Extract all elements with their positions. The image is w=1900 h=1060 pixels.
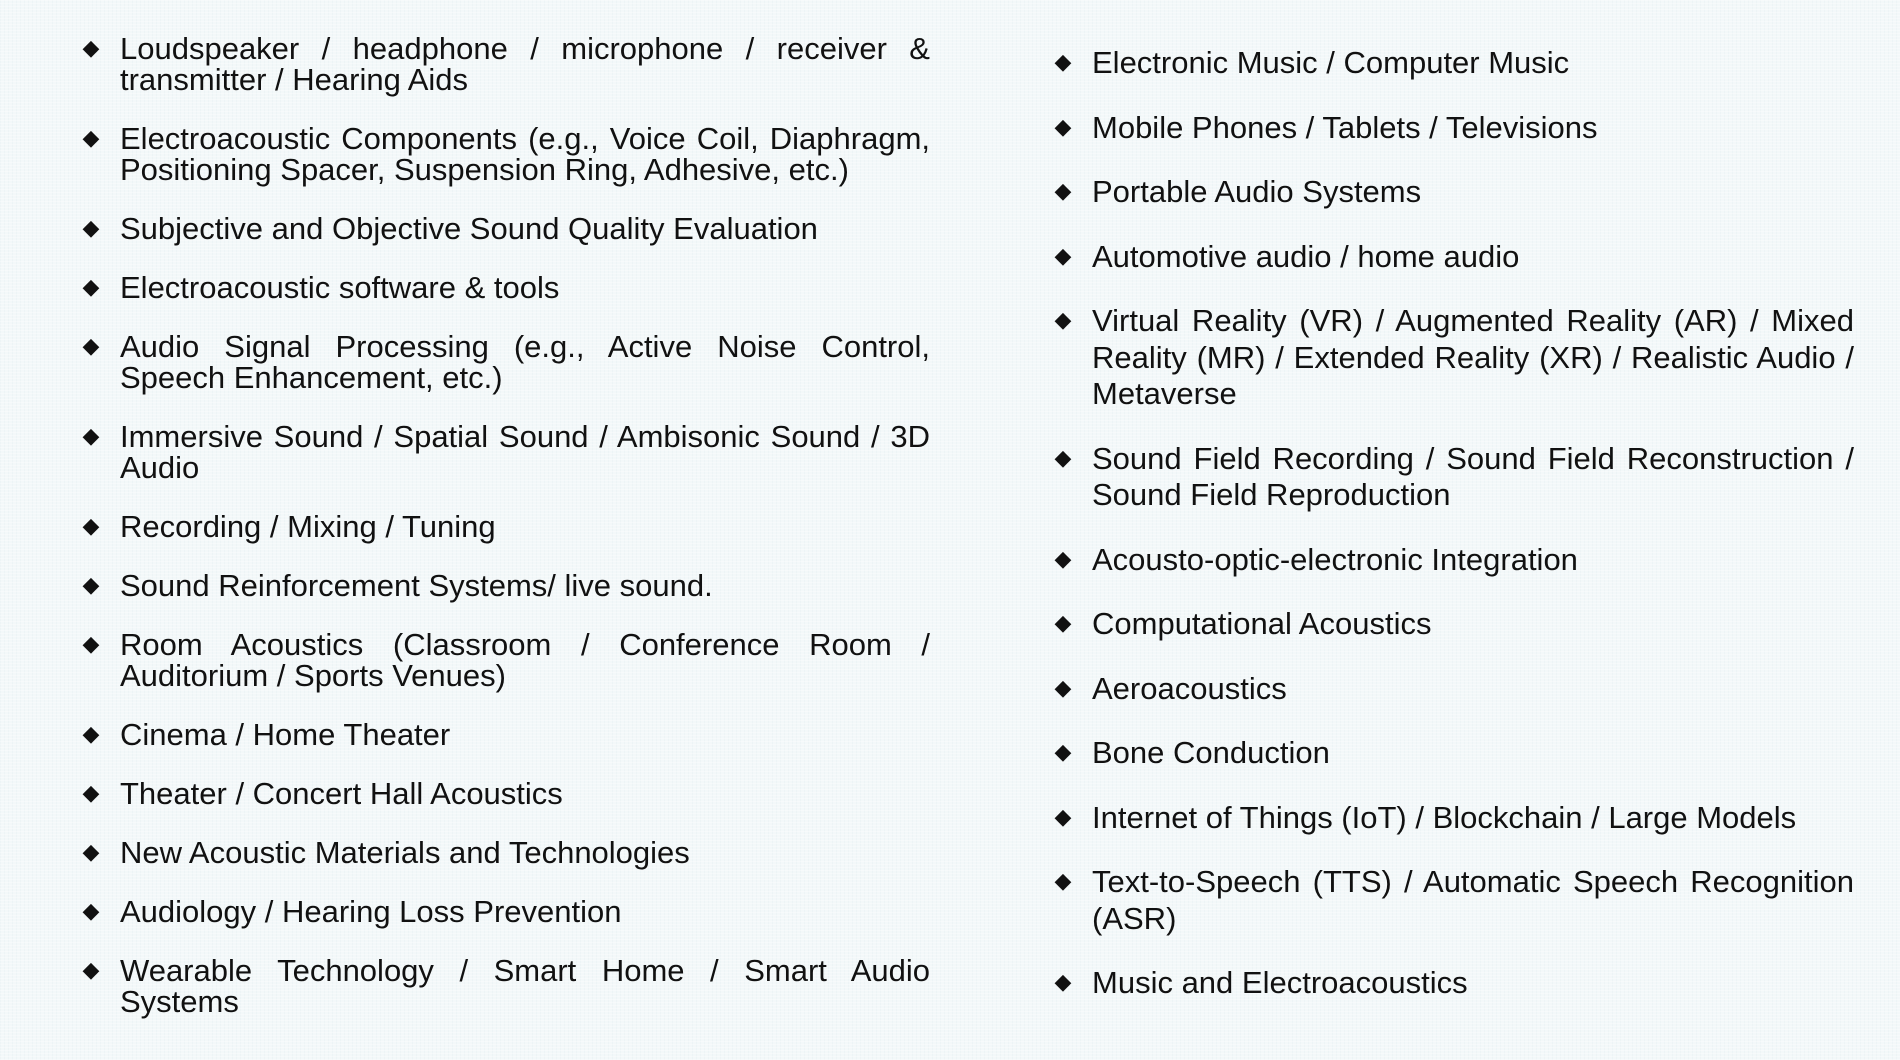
list-item	[1052, 965, 1854, 1002]
diamond-bullet-icon: ◆	[82, 781, 100, 806]
list-item	[80, 511, 930, 542]
list-item-text: Computational Acoustics	[1092, 606, 1432, 641]
diamond-bullet-icon: ◆	[1054, 970, 1072, 995]
list-item-text: Loudspeaker / headphone / microphone / receiver & transmitter / Hearing Aids	[120, 31, 930, 97]
diamond-bullet-icon: ◆	[82, 899, 100, 924]
list-item-text: Theater / Concert Hall Acoustics	[120, 776, 563, 811]
list-item-text: Audio Signal Processing (e.g., Active Noise Control, Speech Enhancement, etc.)	[120, 329, 930, 395]
diamond-bullet-icon: ◆	[1054, 611, 1072, 636]
list-item	[80, 778, 930, 809]
list-item-text: Mobile Phones / Tablets / Televisions	[1092, 109, 1598, 145]
list-item-text: Virtual Reality (VR) / Augmented Reality (AR) / Mixed Reality (MR) / Extended Reality (XR) / Realistic Audio / Metaverse	[1092, 303, 1854, 411]
list-item-text: Electronic Music / Computer Music	[1092, 45, 1570, 80]
list-item	[1052, 800, 1854, 837]
diamond-bullet-icon: ◆	[1054, 308, 1072, 333]
diamond-bullet-icon: ◆	[1054, 445, 1072, 471]
list-item-text: Recording / Mixing / Tuning	[120, 509, 496, 544]
list-item-text: Music and Electroacoustics	[1092, 965, 1468, 1000]
list-item	[80, 629, 930, 691]
list-item	[1052, 735, 1854, 772]
list-item-text: Immersive Sound / Spatial Sound / Ambisonic Sound / 3D Audio	[120, 419, 930, 485]
diamond-bullet-icon: ◆	[1054, 243, 1072, 269]
diamond-bullet-icon: ◆	[82, 275, 100, 300]
diamond-bullet-icon: ◆	[82, 334, 100, 359]
diamond-bullet-icon: ◆	[82, 36, 100, 61]
list-item-text: Acousto-optic-electronic Integration	[1092, 541, 1578, 577]
diamond-bullet-icon: ◆	[1054, 546, 1072, 572]
list-item-text: Sound Reinforcement Systems/ live sound.	[120, 568, 713, 603]
list-item-text: Wearable Technology / Smart Home / Smart Audio Systems	[120, 953, 930, 1019]
list-item	[80, 837, 930, 868]
topic-list-right	[1052, 45, 1854, 1030]
diamond-bullet-icon: ◆	[82, 216, 100, 241]
list-item-text: Subjective and Objective Sound Quality Evaluation	[120, 211, 818, 246]
list-item	[80, 331, 930, 393]
list-item-text: Aeroacoustics	[1092, 670, 1287, 706]
diamond-bullet-icon: ◆	[1054, 50, 1072, 75]
list-item	[1052, 542, 1854, 579]
diamond-bullet-icon: ◆	[82, 722, 100, 747]
diamond-bullet-icon: ◆	[1054, 675, 1072, 701]
list-item	[1052, 110, 1854, 147]
list-item-text: Cinema / Home Theater	[120, 717, 451, 752]
list-item	[1052, 45, 1854, 82]
list-item	[80, 123, 930, 185]
list-item-text: New Acoustic Materials and Technologies	[120, 835, 690, 870]
list-item	[80, 33, 930, 95]
list-item	[1052, 606, 1854, 643]
list-item	[80, 421, 930, 483]
diamond-bullet-icon: ◆	[1054, 804, 1072, 830]
list-item	[1052, 441, 1854, 514]
diamond-bullet-icon: ◆	[82, 573, 100, 598]
list-item-text: Room Acoustics (Classroom / Conference Room / Auditorium / Sports Venues)	[120, 627, 930, 693]
list-item-text: Sound Field Recording / Sound Field Reconstruction / Sound Field Reproduction	[1092, 440, 1854, 512]
list-item	[80, 719, 930, 750]
list-item-text: Audiology / Hearing Loss Prevention	[120, 894, 622, 929]
list-item	[1052, 174, 1854, 211]
list-item	[80, 570, 930, 601]
list-item-text: Bone Conduction	[1092, 735, 1330, 770]
list-item	[80, 213, 930, 244]
topic-list-left	[80, 33, 930, 1045]
list-item-text: Electroacoustic Components (e.g., Voice Coil, Diaphragm, Positioning Spacer, Suspension Ring, Adhesive, etc.)	[120, 121, 930, 187]
diamond-bullet-icon: ◆	[1054, 114, 1072, 140]
list-item	[80, 955, 930, 1017]
diamond-bullet-icon: ◆	[82, 632, 100, 657]
diamond-bullet-icon: ◆	[82, 958, 100, 983]
list-item	[1052, 303, 1854, 413]
diamond-bullet-icon: ◆	[82, 424, 100, 449]
list-item-text: Portable Audio Systems	[1092, 174, 1422, 209]
list-item-text: Electroacoustic software & tools	[120, 270, 560, 305]
list-item	[1052, 239, 1854, 276]
diamond-bullet-icon: ◆	[82, 840, 100, 865]
diamond-bullet-icon: ◆	[1054, 740, 1072, 765]
list-item-text: Text-to-Speech (TTS) / Automatic Speech Recognition (ASR)	[1092, 864, 1854, 936]
list-item-text: Automotive audio / home audio	[1092, 238, 1520, 274]
list-item	[80, 272, 930, 303]
diamond-bullet-icon: ◆	[82, 514, 100, 539]
diamond-bullet-icon: ◆	[1054, 869, 1072, 894]
diamond-bullet-icon: ◆	[1054, 179, 1072, 204]
list-item	[1052, 864, 1854, 937]
list-item	[80, 896, 930, 927]
list-item	[1052, 671, 1854, 708]
diamond-bullet-icon: ◆	[82, 126, 100, 151]
list-item-text: Internet of Things (IoT) / Blockchain / Large Models	[1092, 799, 1797, 835]
